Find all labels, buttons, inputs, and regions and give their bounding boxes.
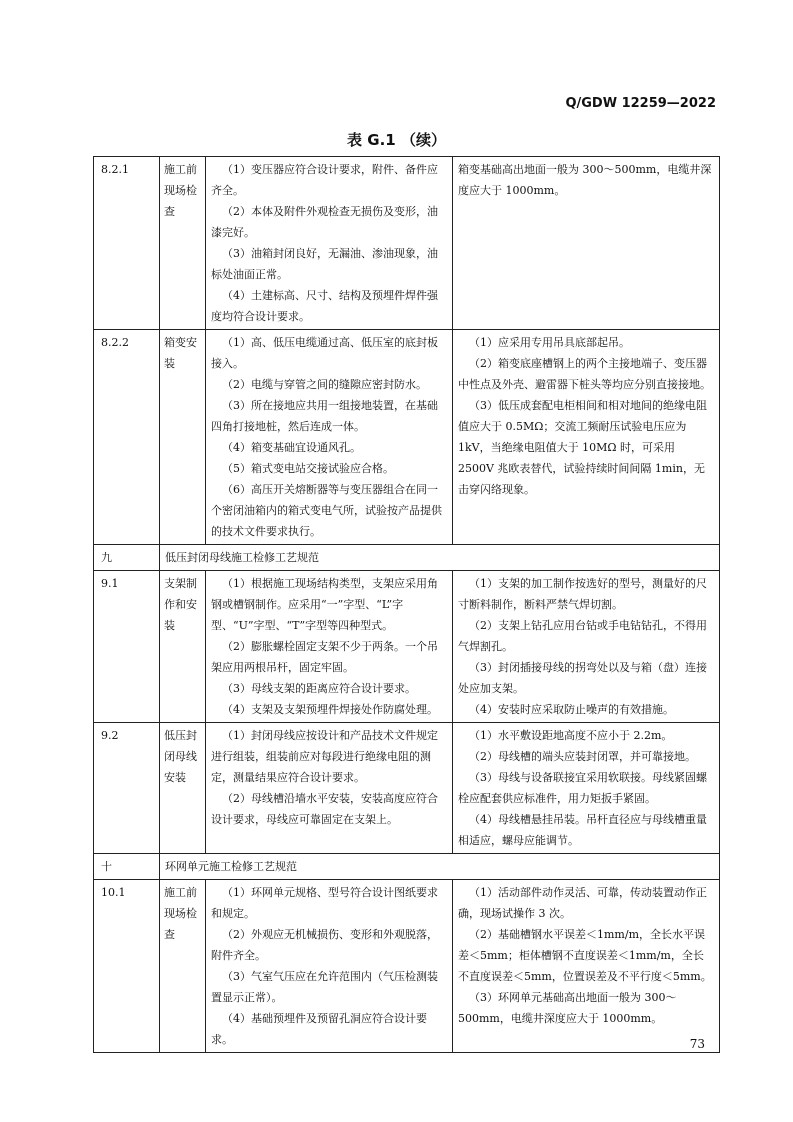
process-spec-table	[93, 156, 720, 1053]
key-notes	[453, 880, 720, 1053]
item-code: 10.1	[94, 880, 160, 1053]
requirement-item: （4）支架及支架预埋件焊接处作防腐处理。	[222, 703, 438, 716]
section-number: 九	[94, 545, 160, 571]
note-item: （2）母线槽的端头应装封闭罩，并可靠接地。	[469, 750, 696, 763]
note-item: （2）基础槽钢水平误差＜1mm/m，全长水平误差＜5mm；柜体槽钢不直度误差＜1mm/m，全长不直度误差＜5mm，位置误差及不平行度＜5mm。	[458, 928, 712, 983]
note-item: （4）安装时应采取防止噪声的有效措施。	[469, 703, 674, 716]
item-code: 9.2	[94, 723, 160, 854]
section-row	[94, 545, 720, 571]
requirement-item: （4）箱变基础宜设通风孔。	[222, 441, 361, 454]
requirement-item: （3）母线支架的距离应符合设计要求。	[222, 682, 416, 695]
note-item: （3）环网单元基础高出地面一般为 300～500mm，电缆井深度应大于 1000mm。	[458, 991, 677, 1025]
item-code: 9.1	[94, 571, 160, 723]
requirement-item: （1）高、低压电缆通过高、低压室的底封板接入。	[211, 336, 438, 370]
document-code: Q/GDW 12259—2022	[565, 96, 716, 111]
requirement-item: （1）环网单元规格、型号符合设计图纸要求和规定。	[211, 886, 438, 920]
requirement-item: （2）母线槽沿墙水平安装，安装高度应符合设计要求，母线应可靠固定在支架上。	[211, 792, 438, 826]
requirement-item: （2）外观应无机械损伤、变形和外观脱落，附件齐全。	[211, 928, 438, 962]
key-notes	[453, 571, 720, 723]
item-code: 8.2.1	[94, 157, 160, 330]
requirement-item: （3）气室气压应在允许范围内（气压检测装置显示正常）。	[211, 970, 438, 1004]
page-number: 73	[689, 1037, 705, 1051]
table-title: 表 G.1 （续）	[347, 131, 446, 149]
requirement-item: （1）变压器应符合设计要求，附件、备件应齐全。	[211, 163, 438, 197]
key-notes	[453, 157, 720, 330]
note-item: （3）低压成套配电柜相间和相对地间的绝缘电阻值应大于 0.5MΩ；交流工频耐压试验电压应为 1kV，当绝缘电阻值大于 10MΩ 时，可采用 2500V 兆欧表替代，试验持续时间间隔 1min，无击穿闪络现象。	[458, 399, 707, 496]
note-item: （1）支架的加工制作按选好的型号，测量好的尺寸断料制作，断料严禁气焊切割。	[458, 577, 707, 611]
requirement-item: （2）本体及附件外观检查无损伤及变形，油漆完好。	[211, 205, 438, 239]
process-requirements	[206, 330, 453, 545]
note-item: （2）箱变底座槽钢上的两个主接地端子、变压器中性点及外壳、避雷器下桩头等均应分别直接接地。	[458, 357, 711, 391]
table-row	[94, 571, 720, 723]
note-item: （1）水平敷设距地高度不应小于 2.2m。	[469, 729, 673, 742]
key-notes	[453, 723, 720, 854]
process-requirements	[206, 157, 453, 330]
requirement-item: （1）封闭母线应按设计和产品技术文件规定进行组装，组装前应对每段进行绝缘电阻的测定，测量结果应符合设计要求。	[211, 729, 438, 784]
requirement-item: （2）电缆与穿管之间的缝隙应密封防水。	[222, 378, 427, 391]
table-row	[94, 157, 720, 330]
requirement-item: （3）所在接地应共用一组接地装置，在基础四角打接地桩，然后连成一体。	[211, 399, 438, 433]
table-row	[94, 330, 720, 545]
section-number: 十	[94, 854, 160, 880]
section-title: 低压封闭母线施工检修工艺规范	[160, 545, 720, 571]
process-requirements	[206, 723, 453, 854]
process-requirements	[206, 571, 453, 723]
item-name: 施工前现场检查	[160, 157, 206, 330]
item-name: 低压封闭母线安装	[160, 723, 206, 854]
requirement-item: （2）膨胀螺栓固定支架不少于两条。一个吊架应用两根吊杆，固定牢固。	[211, 640, 438, 674]
item-name: 施工前现场检查	[160, 880, 206, 1053]
note-item: （1）应采用专用吊具底部起吊。	[469, 336, 630, 349]
key-notes	[453, 330, 720, 545]
requirement-item: （5）箱式变电站交接试验应合格。	[222, 462, 394, 475]
section-title: 环网单元施工检修工艺规范	[160, 854, 720, 880]
note-item: 箱变基础高出地面一般为 300～500mm，电缆井深度应大于 1000mm。	[458, 163, 712, 197]
table-row	[94, 880, 720, 1053]
note-item: （1）活动部件动作灵活、可靠，传动装置动作正确，现场试操作 3 次。	[458, 886, 707, 920]
table-row	[94, 723, 720, 854]
note-item: （2）支架上钻孔应用台钻或手电钻钻孔，不得用气焊割孔。	[458, 619, 707, 653]
note-item: （3）封闭插接母线的拐弯处以及与箱（盘）连接处应加支架。	[458, 661, 707, 695]
requirement-item: （4）基础预埋件及预留孔洞应符合设计要求。	[211, 1012, 427, 1046]
process-requirements	[206, 880, 453, 1053]
section-row	[94, 854, 720, 880]
item-code: 8.2.2	[94, 330, 160, 545]
requirement-item: （4）土建标高、尺寸、结构及预埋件焊件强度均符合设计要求。	[211, 289, 438, 323]
requirement-item: （1）根据施工现场结构类型，支架应采用角钢或槽钢制作。应采用“一”字型、“L”字型、“U”字型、“T”字型等四种型式。	[211, 577, 438, 632]
requirement-item: （3）油箱封闭良好，无漏油、渗油现象，油标处油面正常。	[211, 247, 438, 281]
item-name: 支架制作和安装	[160, 571, 206, 723]
requirement-item: （6）高压开关熔断器等与变压器组合在同一个密闭油箱内的箱式变电气所，试验按产品提供的技术文件要求执行。	[211, 483, 442, 538]
table-body	[94, 157, 720, 1053]
note-item: （4）母线槽悬挂吊装。吊杆直径应与母线槽重量相适应，螺母应能调节。	[458, 813, 707, 847]
note-item: （3）母线与设备联接宜采用软联接。母线紧固螺栓应配套供应标准件，用力矩扳手紧固。	[458, 771, 707, 805]
item-name: 箱变安装	[160, 330, 206, 545]
